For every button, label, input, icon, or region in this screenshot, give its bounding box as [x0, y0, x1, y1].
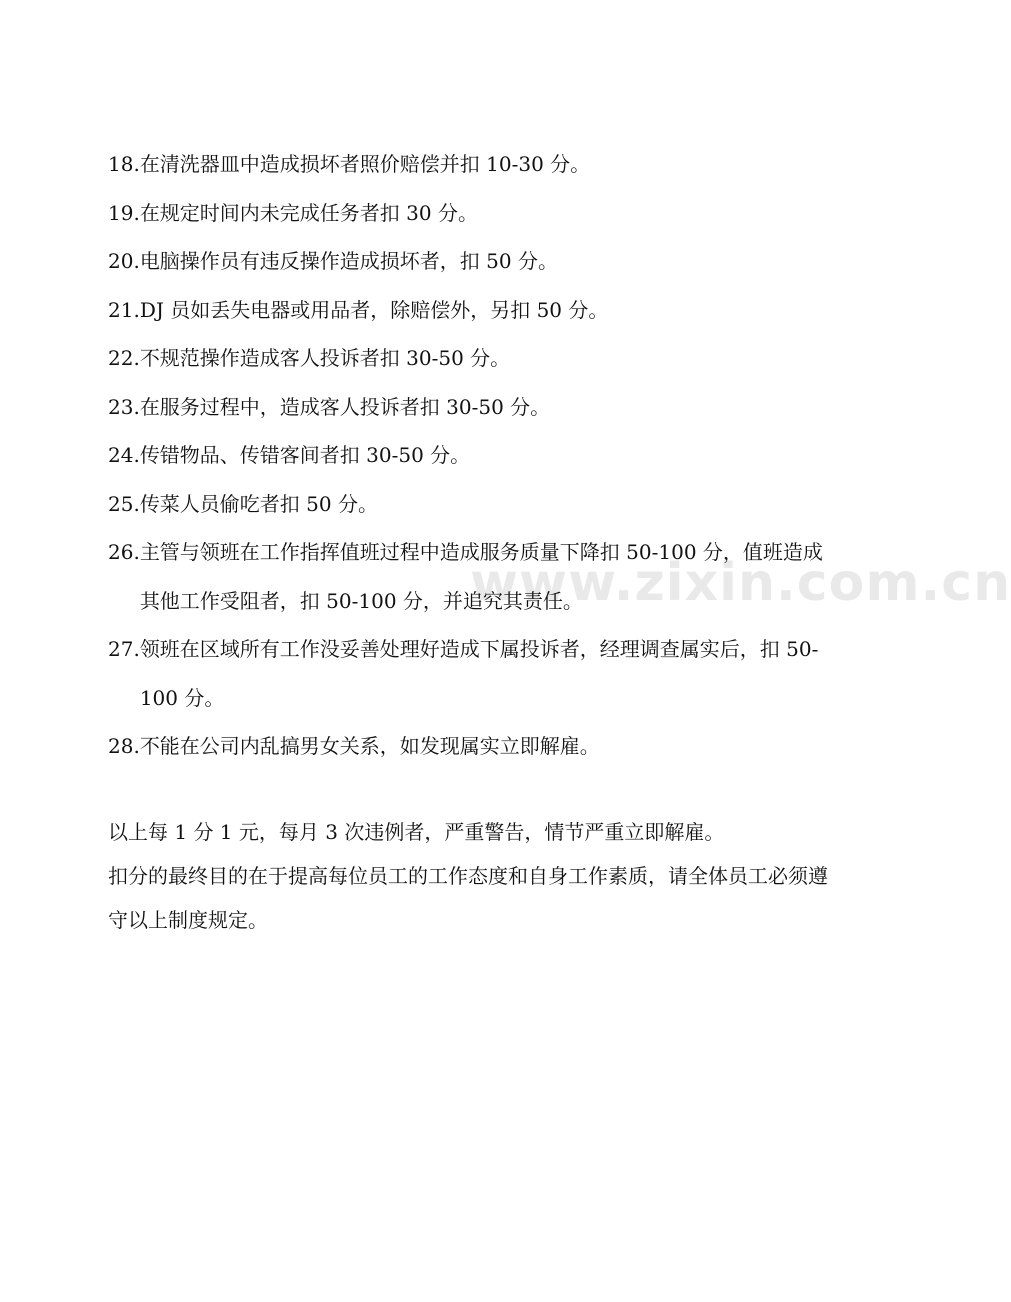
closing-notes [108, 810, 828, 942]
watermark: www.zixin.com.cn [470, 553, 1011, 613]
list-item [108, 722, 828, 771]
list-item [108, 383, 828, 432]
rule-text: 主管与领班在工作指挥值班过程中造成服务质量下降扣 50-100 分，值班造成其他工作受阻者，扣 50-100 分，并追究其责任。 [139, 540, 823, 613]
list-item [108, 480, 828, 529]
list-item [108, 625, 828, 722]
rule-number: 18. [108, 152, 140, 176]
list-item [108, 431, 828, 480]
purpose-note: 扣分的最终目的在于提高每位员工的工作态度和自身工作素质，请全体员工必须遵守以上制度规定。 [108, 864, 828, 932]
rule-text: 不规范操作造成客人投诉者扣 30-50 分。 [139, 346, 511, 370]
rule-text: 在规定时间内未完成任务者扣 30 分。 [139, 200, 478, 225]
rule-text: 传菜人员偷吃者扣 50 分。 [139, 491, 378, 516]
rule-number: 21. [108, 297, 140, 322]
rule-text: 不能在公司内乱搞男女关系，如发现属实立即解雇。 [139, 734, 600, 758]
rule-number: 19. [108, 200, 140, 225]
list-item [108, 237, 828, 286]
rule-number: 20. [108, 249, 140, 273]
rule-number: 26. [108, 540, 140, 564]
rule-text: 在清洗器皿中造成损坏者照价赔偿并扣 10-30 分。 [139, 152, 591, 176]
rule-text: DJ 员如丢失电器或用品者，除赔偿外，另扣 50 分。 [139, 297, 609, 322]
list-item [108, 528, 828, 625]
rule-list [108, 140, 828, 771]
rule-number: 24. [108, 443, 140, 467]
rule-number: 22. [108, 346, 140, 370]
penalty-note: 以上每 1 分 1 元，每月 3 次违例者，严重警告，情节严重立即解雇。 [108, 820, 725, 844]
rule-number: 25. [108, 491, 140, 516]
rule-number: 28. [108, 734, 140, 758]
rule-number: 23. [108, 394, 140, 419]
list-item [108, 334, 828, 383]
rule-text: 在服务过程中，造成客人投诉者扣 30-50 分。 [139, 394, 551, 419]
rule-text: 电脑操作员有违反操作造成损坏者，扣 50 分。 [139, 249, 558, 273]
rule-text: 传错物品、传错客间者扣 30-50 分。 [139, 443, 471, 467]
rule-number: 27. [108, 637, 140, 661]
list-item [108, 286, 828, 335]
rule-text: 领班在区域所有工作没妥善处理好造成下属投诉者，经理调查属实后，扣 50-100 分。 [139, 637, 819, 710]
list-item [108, 140, 828, 189]
list-item [108, 189, 828, 238]
